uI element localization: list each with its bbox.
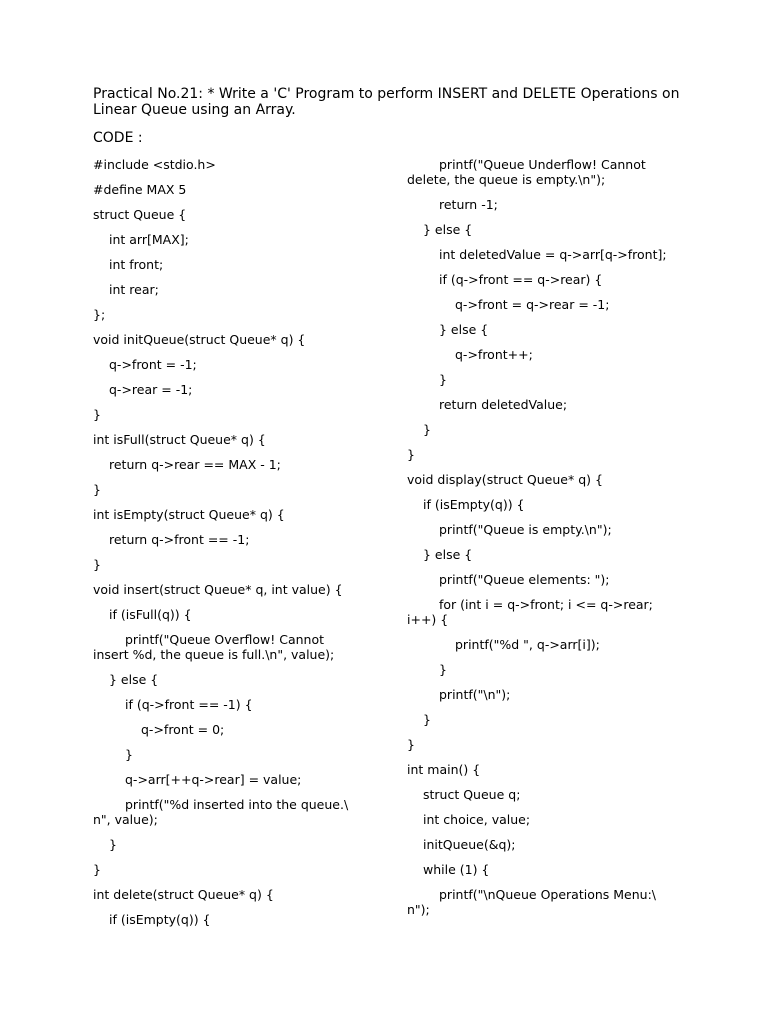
code-line bbox=[407, 637, 692, 652]
code-line bbox=[407, 862, 692, 877]
code-line-text: } bbox=[93, 407, 101, 422]
code-line-text: void display(struct Queue* q) { bbox=[407, 472, 603, 487]
code-line-text: for (int i = q->front; i <= q->rear; bbox=[439, 597, 653, 612]
code-line-text: } bbox=[407, 447, 415, 462]
code-line bbox=[407, 222, 692, 237]
code-line-text: q->front = -1; bbox=[109, 357, 197, 372]
code-line bbox=[407, 572, 692, 587]
code-line-text: struct Queue { bbox=[93, 207, 187, 222]
code-line bbox=[93, 182, 378, 197]
code-line bbox=[407, 297, 692, 312]
code-line-text: int delete(struct Queue* q) { bbox=[93, 887, 274, 902]
code-line-text: printf("Queue elements: "); bbox=[439, 572, 610, 587]
code-line-text: printf("\nQueue Operations Menu:\ bbox=[439, 887, 657, 902]
code-line-text: int main() { bbox=[407, 762, 481, 777]
code-line-text: initQueue(&q); bbox=[423, 837, 516, 852]
code-line bbox=[93, 432, 378, 447]
code-line-text: if (q->front == q->rear) { bbox=[439, 272, 603, 287]
code-line-text: } bbox=[407, 737, 415, 752]
code-line-continuation: insert %d, the queue is full.\n", value); bbox=[93, 647, 335, 662]
code-line-text: } bbox=[423, 422, 431, 437]
code-line-text: return q->front == -1; bbox=[109, 532, 250, 547]
code-line-text: void initQueue(struct Queue* q) { bbox=[93, 332, 306, 347]
code-line bbox=[93, 772, 378, 787]
code-line-text: } bbox=[109, 837, 117, 852]
code-line-text: } bbox=[423, 712, 431, 727]
code-line bbox=[407, 157, 692, 187]
code-line bbox=[407, 837, 692, 852]
code-line bbox=[407, 497, 692, 512]
code-line-continuation: n"); bbox=[407, 902, 430, 917]
code-line-text: int front; bbox=[109, 257, 164, 272]
code-line-text: q->arr[++q->rear] = value; bbox=[125, 772, 302, 787]
code-line-text: int isFull(struct Queue* q) { bbox=[93, 432, 266, 447]
code-line bbox=[407, 762, 692, 777]
code-line-text: return deletedValue; bbox=[439, 397, 568, 412]
code-line bbox=[93, 157, 378, 172]
code-line-text: if (isEmpty(q)) { bbox=[109, 912, 211, 927]
code-line bbox=[93, 862, 378, 877]
code-line-text: } else { bbox=[439, 322, 489, 337]
code-line-continuation: delete, the queue is empty.\n"); bbox=[407, 172, 606, 187]
code-line bbox=[407, 687, 692, 702]
code-line bbox=[93, 282, 378, 297]
code-line bbox=[93, 257, 378, 272]
code-line-text: int choice, value; bbox=[423, 812, 531, 827]
code-line bbox=[407, 422, 692, 437]
code-line bbox=[407, 787, 692, 802]
code-line bbox=[407, 347, 692, 362]
code-line-text: if (q->front == -1) { bbox=[125, 697, 253, 712]
code-line-text: } else { bbox=[423, 222, 473, 237]
code-line-continuation: i++) { bbox=[407, 612, 449, 627]
code-line bbox=[93, 912, 378, 927]
code-line bbox=[93, 837, 378, 852]
code-line bbox=[407, 372, 692, 387]
code-line-text: } bbox=[125, 747, 133, 762]
code-line bbox=[93, 722, 378, 737]
code-line bbox=[407, 247, 692, 262]
code-line-text: #define MAX 5 bbox=[93, 182, 187, 197]
code-line-text: printf("%d inserted into the queue.\ bbox=[125, 797, 349, 812]
code-line-continuation: n", value); bbox=[93, 812, 158, 827]
code-line bbox=[93, 382, 378, 397]
code-line-text: } else { bbox=[109, 672, 159, 687]
code-line bbox=[93, 582, 378, 597]
code-line bbox=[407, 522, 692, 537]
code-line-text: if (isEmpty(q)) { bbox=[423, 497, 525, 512]
code-line-text: printf("Queue Underflow! Cannot bbox=[439, 157, 646, 172]
code-line bbox=[93, 232, 378, 247]
practical-title: Practical No.21: * Write a 'C' Program to perform INSERT and DELETE Operations on Linear Queue using an Array. bbox=[93, 86, 680, 118]
code-line-text: printf("%d ", q->arr[i]); bbox=[455, 637, 600, 652]
code-line bbox=[407, 197, 692, 212]
code-line-text: int isEmpty(struct Queue* q) { bbox=[93, 507, 285, 522]
code-line bbox=[93, 307, 378, 322]
code-line bbox=[93, 532, 378, 547]
code-line bbox=[407, 272, 692, 287]
code-line bbox=[407, 472, 692, 487]
code-line bbox=[93, 797, 378, 827]
code-line-text: } bbox=[439, 662, 447, 677]
code-line bbox=[407, 887, 692, 917]
code-line bbox=[93, 747, 378, 762]
code-line bbox=[407, 397, 692, 412]
code-line-text: printf("\n"); bbox=[439, 687, 511, 702]
code-line-text: } bbox=[93, 482, 101, 497]
code-line bbox=[407, 322, 692, 337]
code-line-text: int deletedValue = q->arr[q->front]; bbox=[439, 247, 667, 262]
code-line-text: return -1; bbox=[439, 197, 498, 212]
code-line-text: #include <stdio.h> bbox=[93, 157, 216, 172]
code-line-text: q->front = 0; bbox=[141, 722, 225, 737]
code-line bbox=[93, 457, 378, 472]
code-line bbox=[407, 812, 692, 827]
code-line bbox=[407, 662, 692, 677]
code-line bbox=[93, 887, 378, 902]
code-line bbox=[407, 447, 692, 462]
code-line-text: int rear; bbox=[109, 282, 159, 297]
code-line-text: int arr[MAX]; bbox=[109, 232, 189, 247]
code-line bbox=[93, 357, 378, 372]
code-line-text: printf("Queue Overflow! Cannot bbox=[125, 632, 325, 647]
code-line-text: q->rear = -1; bbox=[109, 382, 193, 397]
code-line bbox=[407, 712, 692, 727]
code-line bbox=[93, 507, 378, 522]
code-line bbox=[93, 332, 378, 347]
code-line-text: void insert(struct Queue* q, int value) { bbox=[93, 582, 343, 597]
code-line bbox=[93, 482, 378, 497]
code-label: CODE : bbox=[93, 130, 143, 146]
code-line bbox=[407, 737, 692, 752]
code-line-text: } bbox=[93, 557, 101, 572]
code-line bbox=[93, 632, 378, 662]
code-line bbox=[407, 597, 692, 627]
code-line-text: return q->rear == MAX - 1; bbox=[109, 457, 281, 472]
code-line-text: } bbox=[93, 862, 101, 877]
code-line-text: while (1) { bbox=[423, 862, 490, 877]
code-line bbox=[93, 697, 378, 712]
code-line-text: q->front++; bbox=[455, 347, 533, 362]
code-line-text: q->front = q->rear = -1; bbox=[455, 297, 610, 312]
code-line bbox=[93, 557, 378, 572]
code-line-text: printf("Queue is empty.\n"); bbox=[439, 522, 612, 537]
code-line bbox=[93, 207, 378, 222]
code-line bbox=[407, 547, 692, 562]
code-line-text: } bbox=[439, 372, 447, 387]
code-line bbox=[93, 407, 378, 422]
code-line-text: if (isFull(q)) { bbox=[109, 607, 192, 622]
code-line-text: }; bbox=[93, 307, 106, 322]
code-line-text: struct Queue q; bbox=[423, 787, 521, 802]
code-line bbox=[93, 672, 378, 687]
code-line-text: } else { bbox=[423, 547, 473, 562]
code-line bbox=[93, 607, 378, 622]
